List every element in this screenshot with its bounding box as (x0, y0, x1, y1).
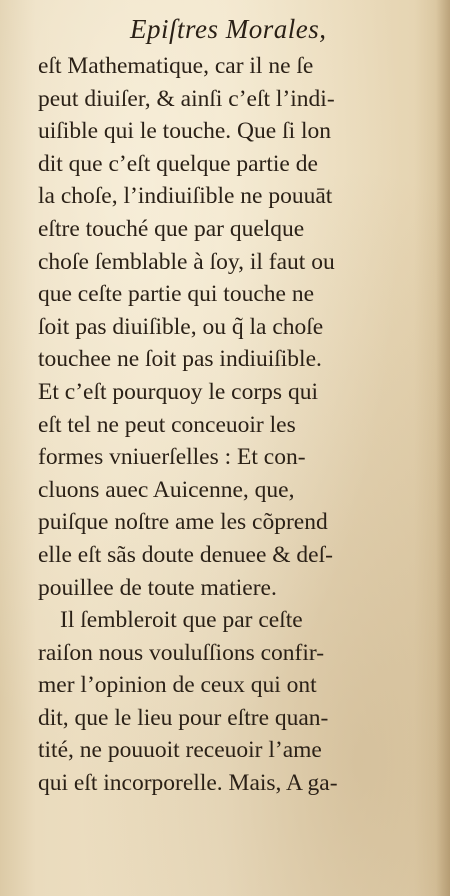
text-line: elle eſt sãs doute denuee & deſ- (38, 541, 333, 568)
text-line: la choſe, l’indiuiſible ne pouuāt (38, 183, 333, 210)
running-head: Epiſtres Morales, (130, 14, 327, 44)
text-line: formes vniuerſelles : Et con- (38, 444, 306, 471)
text-line: eſt Mathematique, car il ne ſe (38, 53, 314, 79)
text-line: que ceſte partie qui touche ne (38, 281, 314, 308)
text-line: pouillee de toute matiere. (38, 574, 277, 601)
text-line: eſt tel ne peut conceuoir les (38, 411, 296, 438)
text-line: touchee ne ſoit pas indiuiſible. (38, 346, 322, 373)
text-line: puiſque noſtre ame les cõprend (38, 509, 328, 536)
text-line: dit que c’eſt quelque partie de (38, 150, 318, 177)
text-line: ſoit pas diuiſible, ou q̃ la choſe (38, 313, 324, 340)
page-edge-shadow (436, 0, 450, 896)
text-line: raiſon nous vouluſſions confir- (38, 639, 325, 666)
text-line: tité, ne pouuoit receuoir l’ame (38, 737, 322, 764)
text-line: qui eſt incorporelle. Mais, A ga- (38, 770, 338, 797)
text-line: Et c’eſt pourquoy le corps qui (38, 378, 318, 405)
text-line: dit, que le lieu pour eſtre quan- (38, 704, 329, 731)
text-line: uiſible qui le touche. Que ſi lon (38, 118, 332, 145)
text-line: cluons auec Auicenne, que, (38, 476, 295, 503)
body-text (38, 50, 422, 800)
text-line: peut diuiſer, & ainſi c’eſt l’indi- (38, 85, 335, 112)
text-line: mer l’opinion de ceux qui ont (38, 672, 317, 699)
text-line: choſe ſemblable à ſoy, il faut ou (38, 248, 335, 275)
text-line: eſtre touché que par quelque (38, 215, 305, 242)
paragraph-first-line: Il ſembleroit que par ceſte (60, 607, 303, 634)
